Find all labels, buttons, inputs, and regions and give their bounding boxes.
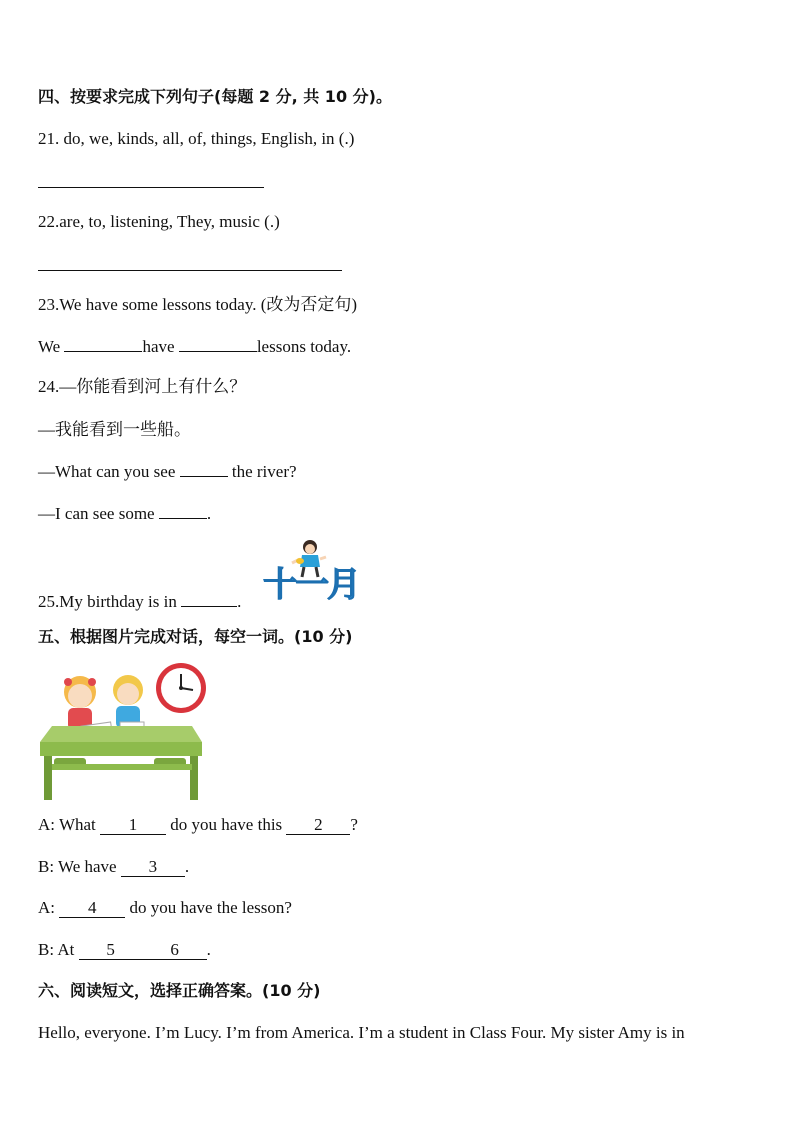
q24-blank-2[interactable] bbox=[159, 518, 207, 519]
dialogue-line-a2 bbox=[38, 898, 292, 918]
question-24: 24.—你能看到河上有什么？ bbox=[38, 377, 247, 396]
reading-passage: Hello, everyone. I’m Lucy. I’m from America. I’m a student in Class Four. My sister Amy is in bbox=[38, 1023, 685, 1042]
b1-prefix: B: We have bbox=[38, 857, 117, 876]
b2-suffix: . bbox=[206, 940, 211, 959]
q23-word-rest: lessons today. bbox=[256, 337, 352, 356]
answer-line-21 bbox=[38, 187, 264, 188]
question-22: 22.are, to, listening, They, music (.) bbox=[38, 212, 280, 231]
a1-prefix: A: What bbox=[38, 815, 96, 834]
dialogue-blank-2[interactable]: 2 bbox=[286, 816, 350, 835]
question-23: 23.We have some lessons today. (改为否定句) bbox=[38, 295, 358, 314]
answer-line-22 bbox=[38, 270, 342, 271]
dialogue-line-a1 bbox=[38, 815, 358, 835]
question-24-english-1 bbox=[38, 462, 297, 482]
q23-word-we: We bbox=[38, 337, 61, 356]
a1-middle: do you have this bbox=[170, 815, 283, 834]
q24-blank-1[interactable] bbox=[180, 476, 228, 477]
question-24-english-2 bbox=[38, 504, 211, 524]
q24-en2-suffix: . bbox=[206, 504, 212, 523]
q23-blank-2[interactable] bbox=[179, 351, 257, 352]
q24-en1-suffix: the river? bbox=[231, 462, 297, 481]
q25-blank[interactable] bbox=[181, 606, 237, 607]
b2-prefix: B: At bbox=[38, 940, 75, 959]
section-6-heading: 六、阅读短文，选择正确答案。(10 分) bbox=[38, 981, 321, 1000]
dialogue-blank-6[interactable]: 6 bbox=[143, 941, 207, 960]
question-24-chinese-answer: —我能看到一些船。 bbox=[38, 420, 191, 439]
dialogue-blank-1[interactable]: 1 bbox=[100, 816, 166, 835]
question-25 bbox=[38, 592, 241, 612]
november-text: 十一月 bbox=[263, 565, 359, 605]
dialogue-blank-5[interactable]: 5 bbox=[79, 941, 143, 960]
q25-prefix: 25.My birthday is in bbox=[38, 592, 177, 611]
a2-suffix: do you have the lesson? bbox=[129, 898, 292, 917]
q25-suffix: . bbox=[237, 592, 242, 611]
q24-en1-prefix: —What can you see bbox=[38, 462, 176, 481]
a2-prefix: A: bbox=[38, 898, 55, 917]
q23-word-have: have bbox=[142, 337, 175, 356]
a1-suffix: ? bbox=[350, 815, 358, 834]
b1-suffix: . bbox=[184, 857, 190, 876]
dialogue-blank-3[interactable]: 3 bbox=[121, 858, 185, 877]
dialogue-blank-4[interactable]: 4 bbox=[59, 899, 125, 918]
dialogue-line-b2 bbox=[38, 940, 211, 960]
question-23-fill-line bbox=[38, 337, 351, 357]
q23-blank-1[interactable] bbox=[64, 351, 142, 352]
question-21: 21. do, we, kinds, all, of, things, English, in (.) bbox=[38, 129, 355, 148]
q24-en2-prefix: —I can see some bbox=[38, 504, 155, 523]
november-illustration bbox=[262, 537, 360, 609]
dialogue-line-b1 bbox=[38, 857, 189, 877]
classroom-illustration bbox=[36, 660, 208, 802]
section-4-heading: 四、按要求完成下列句子(每题 2 分, 共 10 分)。 bbox=[38, 87, 392, 106]
section-5-heading: 五、根据图片完成对话，每空一词。(10 分) bbox=[38, 627, 353, 646]
